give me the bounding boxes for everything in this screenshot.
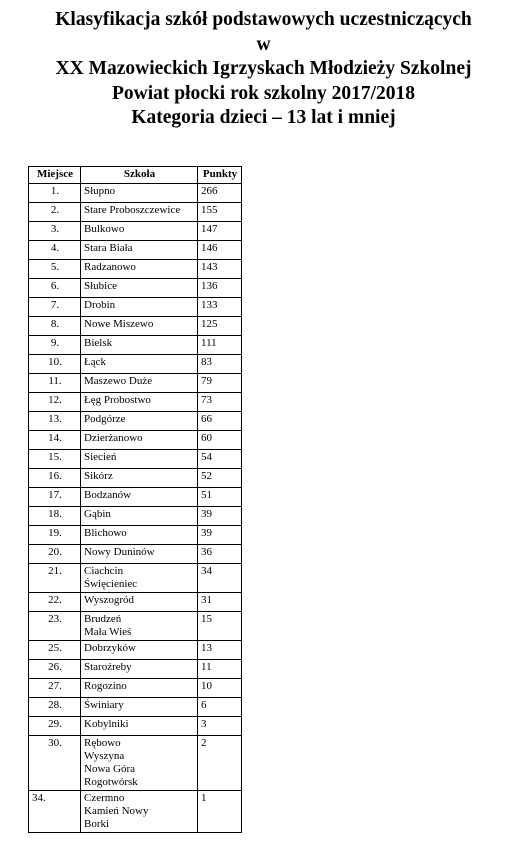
cell-school — [81, 298, 198, 317]
school-name: Dobrzyków — [84, 642, 136, 654]
school-name: Dzierżanowo — [84, 432, 143, 444]
cell-place: 29. — [29, 717, 81, 736]
cell-place: 2. — [29, 203, 81, 222]
cell-school — [81, 641, 198, 660]
table-row — [29, 317, 242, 336]
title-line: Kategoria dzieci – 13 lat i mniej — [131, 107, 396, 128]
school-name: Nowy Duninów — [84, 546, 155, 558]
table-row — [29, 469, 242, 488]
cell-place: 22. — [29, 593, 81, 612]
school-name: Blichowo — [84, 527, 127, 539]
school-name: Czermno — [84, 792, 125, 804]
table-row — [29, 507, 242, 526]
school-name: Łęg Probostwo — [84, 394, 151, 406]
cell-place: 19. — [29, 526, 81, 545]
header-school: Szkoła — [81, 167, 198, 184]
table-row — [29, 355, 242, 374]
cell-place: 15. — [29, 450, 81, 469]
school-name: Kobylniki — [84, 718, 129, 730]
cell-school — [81, 355, 198, 374]
cell-school — [81, 469, 198, 488]
cell-school — [81, 736, 198, 791]
cell-place: 8. — [29, 317, 81, 336]
cell-school — [81, 393, 198, 412]
table-row — [29, 717, 242, 736]
school-name: Rębowo — [84, 737, 121, 749]
school-name: Święcieniec — [84, 578, 138, 590]
school-name: Siecień — [84, 451, 117, 463]
title-line: w — [256, 33, 271, 55]
cell-school — [81, 593, 198, 612]
table-row — [29, 791, 242, 833]
table-row — [29, 641, 242, 660]
table-row — [29, 241, 242, 260]
cell-school — [81, 450, 198, 469]
cell-school — [81, 203, 198, 222]
table-row — [29, 279, 242, 298]
cell-points: 66 — [198, 412, 242, 431]
cell-points: 133 — [198, 298, 242, 317]
school-name: Słubice — [84, 280, 117, 292]
school-name: Rogotwórsk — [84, 776, 138, 788]
school-name: Sikórz — [84, 470, 113, 482]
cell-place: 9. — [29, 336, 81, 355]
cell-school — [81, 431, 198, 450]
cell-place: 16. — [29, 469, 81, 488]
cell-points: 79 — [198, 374, 242, 393]
cell-points: 13 — [198, 641, 242, 660]
school-name: Łąck — [84, 356, 106, 368]
table-row — [29, 698, 242, 717]
cell-place: 4. — [29, 241, 81, 260]
school-name: Gąbin — [84, 508, 111, 520]
table-row — [29, 593, 242, 612]
cell-points: 6 — [198, 698, 242, 717]
cell-points: 155 — [198, 203, 242, 222]
school-name: Mała Wieś — [84, 626, 132, 638]
cell-school — [81, 791, 198, 833]
cell-school — [81, 698, 198, 717]
cell-school — [81, 526, 198, 545]
school-name: Borki — [84, 818, 110, 830]
cell-school — [81, 184, 198, 203]
cell-place: 28. — [29, 698, 81, 717]
table-row — [29, 336, 242, 355]
cell-points: 125 — [198, 317, 242, 336]
table-row — [29, 374, 242, 393]
cell-school — [81, 317, 198, 336]
cell-points: 136 — [198, 279, 242, 298]
cell-points: 1 — [198, 791, 242, 833]
cell-place: 25. — [29, 641, 81, 660]
cell-school — [81, 374, 198, 393]
table-row — [29, 736, 242, 791]
cell-points: 11 — [198, 660, 242, 679]
title-line: XX Mazowieckich Igrzyskach Młodzieży Szkolnej — [55, 58, 472, 79]
cell-place: 23. — [29, 612, 81, 641]
cell-place: 1. — [29, 184, 81, 203]
results-table — [28, 166, 242, 833]
cell-place: 14. — [29, 431, 81, 450]
table-row — [29, 298, 242, 317]
cell-points: 39 — [198, 507, 242, 526]
school-name: Rogozino — [84, 680, 127, 692]
table-row — [29, 184, 242, 203]
school-name: Bulkowo — [84, 223, 125, 235]
table-header-row — [29, 167, 242, 184]
cell-points: 111 — [198, 336, 242, 355]
table-row — [29, 679, 242, 698]
cell-points: 143 — [198, 260, 242, 279]
school-name: Świniary — [84, 699, 124, 711]
cell-place: 5. — [29, 260, 81, 279]
cell-points: 31 — [198, 593, 242, 612]
cell-school — [81, 222, 198, 241]
table-row — [29, 526, 242, 545]
cell-school — [81, 279, 198, 298]
school-name: Drobin — [84, 299, 116, 311]
cell-school — [81, 260, 198, 279]
cell-school — [81, 679, 198, 698]
cell-points: 2 — [198, 736, 242, 791]
cell-place: 13. — [29, 412, 81, 431]
cell-school — [81, 612, 198, 641]
school-name: Ciachcin — [84, 565, 124, 577]
table-body — [29, 184, 242, 833]
table-row — [29, 412, 242, 431]
cell-points: 147 — [198, 222, 242, 241]
title-line: Klasyfikacja szkół podstawowych uczestniczących — [55, 9, 472, 30]
cell-points: 15 — [198, 612, 242, 641]
cell-points: 3 — [198, 717, 242, 736]
header-points: Punkty — [198, 167, 242, 184]
cell-points: 60 — [198, 431, 242, 450]
cell-points: 36 — [198, 545, 242, 564]
school-name: Wyszogród — [84, 594, 135, 606]
table-row — [29, 222, 242, 241]
table-row — [29, 612, 242, 641]
cell-points: 39 — [198, 526, 242, 545]
table-row — [29, 660, 242, 679]
cell-school — [81, 564, 198, 593]
cell-school — [81, 545, 198, 564]
cell-points: 83 — [198, 355, 242, 374]
cell-place: 18. — [29, 507, 81, 526]
table-row — [29, 488, 242, 507]
cell-place: 34. — [29, 791, 81, 833]
cell-points: 51 — [198, 488, 242, 507]
school-name: Bodzanów — [84, 489, 132, 501]
cell-points: 34 — [198, 564, 242, 593]
cell-school — [81, 717, 198, 736]
cell-place: 12. — [29, 393, 81, 412]
table-row — [29, 393, 242, 412]
school-name: Nowe Miszewo — [84, 318, 154, 330]
school-name: Podgórze — [84, 413, 126, 425]
cell-place: 11. — [29, 374, 81, 393]
school-name: Brudzeń — [84, 613, 122, 625]
school-name: Maszewo Duże — [84, 375, 153, 387]
document-title — [0, 8, 527, 131]
header-place: Miejsce — [29, 167, 81, 184]
cell-school — [81, 412, 198, 431]
school-name: Radzanowo — [84, 261, 136, 273]
cell-school — [81, 660, 198, 679]
cell-points: 52 — [198, 469, 242, 488]
cell-place: 27. — [29, 679, 81, 698]
cell-school — [81, 488, 198, 507]
school-name: Nowa Góra — [84, 763, 136, 775]
cell-place: 17. — [29, 488, 81, 507]
table-row — [29, 450, 242, 469]
cell-place: 21. — [29, 564, 81, 593]
table-row — [29, 260, 242, 279]
cell-place: 3. — [29, 222, 81, 241]
table-row — [29, 545, 242, 564]
cell-school — [81, 241, 198, 260]
school-name: Bielsk — [84, 337, 113, 349]
cell-school — [81, 507, 198, 526]
title-line: Powiat płocki rok szkolny 2017/2018 — [111, 82, 415, 104]
school-name: Kamień Nowy — [84, 805, 149, 817]
cell-place: 30. — [29, 736, 81, 791]
cell-place: 10. — [29, 355, 81, 374]
school-name: Wyszyna — [84, 750, 125, 762]
school-name: Słupno — [84, 185, 116, 197]
cell-points: 146 — [198, 241, 242, 260]
school-name: Stare Proboszczewice — [84, 204, 181, 216]
cell-school — [81, 336, 198, 355]
cell-points: 266 — [198, 184, 242, 203]
table-row — [29, 431, 242, 450]
cell-place: 7. — [29, 298, 81, 317]
cell-points: 73 — [198, 393, 242, 412]
cell-place: 26. — [29, 660, 81, 679]
school-name: Stara Biała — [84, 242, 133, 254]
table-row — [29, 203, 242, 222]
cell-place: 6. — [29, 279, 81, 298]
cell-points: 10 — [198, 679, 242, 698]
table-row — [29, 564, 242, 593]
cell-points: 54 — [198, 450, 242, 469]
school-name: Staroźreby — [84, 661, 132, 673]
cell-place: 20. — [29, 545, 81, 564]
